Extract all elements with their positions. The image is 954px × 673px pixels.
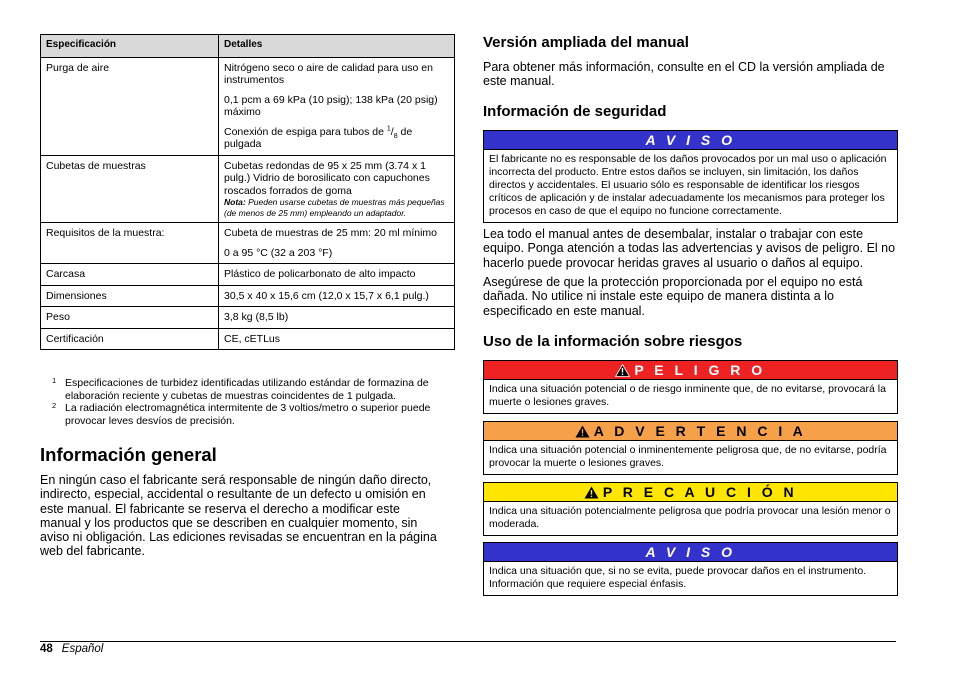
info-general-text: En ningún caso el fabricante será responsable de ningún daño directo, indirecto, especial, accidental o resultante de un defecto u omisión en este manual. El fabricante se reserva el derecho a modificar este manual y los productos que se describen en cualquier momento, sin aviso ni obligación. Las ediciones revisadas se encuentran en la página web del fabricante. bbox=[40, 473, 437, 559]
page-number: 48 bbox=[40, 643, 53, 655]
spec-cell: Cubetas de muestras bbox=[41, 155, 219, 223]
table-row bbox=[41, 57, 455, 155]
spec-cell: Peso bbox=[41, 307, 219, 329]
table-row bbox=[41, 307, 455, 329]
footer-divider bbox=[40, 641, 896, 642]
note-text: Nota: Pueden usarse cubetas de muestras más pequeñas (de menos de 25 mm) empleando un adaptador. bbox=[224, 197, 445, 218]
aviso-text: Indica una situación que, si no se evita, puede provocar daños en el instrumento. Información que requiere especial énfasis. bbox=[489, 565, 867, 590]
version-text: Para obtener más información, consulte en el CD la versión ampliada de este manual. bbox=[483, 60, 885, 89]
spec-table bbox=[40, 34, 455, 350]
details-text: Cubeta de muestras de 25 mm: 20 ml mínimo bbox=[224, 227, 438, 239]
table-header-details: Detalles bbox=[219, 35, 455, 58]
spec-cell: Dimensiones bbox=[41, 285, 219, 307]
warning-triangle-icon bbox=[584, 486, 599, 499]
seguridad-heading: Información de seguridad bbox=[483, 103, 667, 120]
details-text: Conexión de espiga para tubos de $^1/_8$ de pulgada bbox=[224, 125, 413, 150]
details-text: Cubetas redondas de 95 x 25 mm (3.74 x 1 pulg.) Vidrio de borosilicato con capuchones roscados forrados de goma bbox=[224, 159, 430, 197]
warning-triangle-icon bbox=[615, 364, 630, 377]
seguridad-para-2: Asegúrese de que la protección proporcionada por el equipo no está dañada. No utilice ni instale este equipo de manera distinta a lo especificado en este manual. bbox=[483, 275, 863, 318]
details-cell: 3,8 kg (8,5 lb) bbox=[219, 307, 455, 329]
table-row bbox=[41, 223, 455, 264]
details-cell bbox=[219, 57, 455, 155]
spec-cell: Purga de aire bbox=[41, 57, 219, 155]
details-cell bbox=[219, 223, 455, 264]
peligro-box bbox=[483, 360, 898, 414]
precaucion-text: Indica una situación potencialmente peligrosa que podría provocar una lesión menor o moderada. bbox=[489, 505, 891, 530]
details-cell: 30,5 x 40 x 15,6 cm (12,0 x 15,7 x 6,1 pulg.) bbox=[219, 285, 455, 307]
table-row bbox=[41, 264, 455, 286]
footer-language: Español bbox=[61, 643, 104, 655]
peligro-text: Indica una situación potencial o de riesgo inminente que, de no evitarse, provocará la muerte o lesiones graves. bbox=[489, 383, 886, 408]
version-heading: Versión ampliada del manual bbox=[483, 34, 689, 51]
spec-cell: Certificación bbox=[41, 328, 219, 350]
advertencia-header: A D V E R T E N C I A bbox=[484, 422, 897, 441]
spec-cell: Carcasa bbox=[41, 264, 219, 286]
riesgos-heading: Uso de la información sobre riesgos bbox=[483, 333, 743, 350]
precaucion-box bbox=[483, 482, 898, 536]
advertencia-text: Indica una situación potencial o inminentemente peligrosa que, de no evitarse, podría provocar la muerte o lesiones graves. bbox=[489, 444, 887, 469]
details-text: 0 a 95 °C (32 a 203 °F) bbox=[224, 246, 333, 259]
info-general-heading: Información general bbox=[40, 444, 217, 465]
table-row bbox=[41, 155, 455, 223]
table-header-row bbox=[41, 35, 455, 58]
warning-triangle-icon bbox=[575, 425, 590, 438]
footnotes bbox=[40, 377, 456, 427]
table-row bbox=[41, 285, 455, 307]
details-text: 0,1 pcm a 69 kPa (10 psig); 138 kPa (20 psig) máximo bbox=[224, 93, 438, 118]
aviso-header: A V I S O bbox=[484, 131, 897, 150]
table-header-spec: Especificación bbox=[41, 35, 219, 58]
aviso-text: El fabricante no es responsable de los daños provocados por un mal uso o aplicación incorrecta del producto. Entre estos daños se incluyen, sin limitación, los daños directos y accidentales. El usuario sólo es responsable de identificar los riesgos críticos de aplicación y de instalar adecuadamente los mecanismos para proteger los procesos en caso de que el equipo no funcione correctamente. bbox=[489, 153, 887, 217]
advertencia-box bbox=[483, 421, 898, 475]
peligro-header: P E L I G R O bbox=[484, 361, 897, 380]
aviso-header: A V I S O bbox=[484, 543, 897, 562]
aviso-box-seguridad bbox=[483, 130, 898, 223]
details-cell bbox=[219, 155, 455, 223]
table-row bbox=[41, 328, 455, 350]
page-footer bbox=[40, 643, 103, 655]
precaucion-header: P R E C A U C I Ó N bbox=[484, 483, 897, 502]
footnote: 1 Especificaciones de turbidez identificadas utilizando estándar de formazina de elaboración reciente y cubetas de muestras coincidentes de 1 pulgada. bbox=[52, 376, 429, 402]
details-text: Nitrógeno seco o aire de calidad para uso en instrumentos bbox=[224, 61, 433, 86]
details-cell: Plástico de policarbonato de alto impacto bbox=[219, 264, 455, 286]
footnote: 2 La radiación electromagnética intermitente de 3 voltios/metro o superior puede provocar leves desvíos de precisión. bbox=[52, 401, 431, 427]
details-cell: CE, cETLus bbox=[219, 328, 455, 350]
spec-cell: Requisitos de la muestra: bbox=[41, 223, 219, 264]
aviso-box-riesgos bbox=[483, 542, 898, 596]
seguridad-para-1: Lea todo el manual antes de desembalar, instalar o trabajar con este equipo. Ponga atención a todas las advertencias y avisos de peligro. El no hacerlo puede provocar heridas graves al usuario o daños al equipo. bbox=[483, 227, 896, 270]
